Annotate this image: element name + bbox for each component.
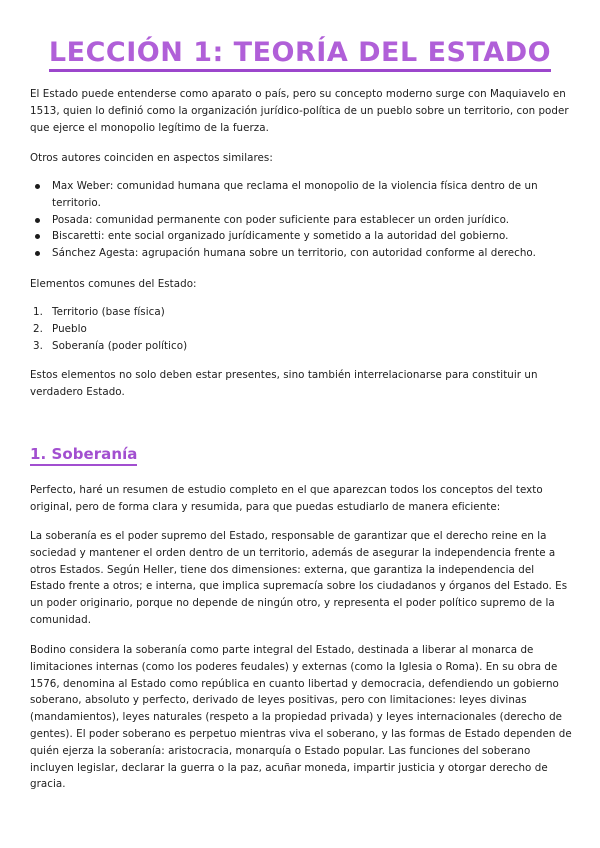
list-item <box>30 178 572 212</box>
author-text: Sánchez Agesta: agrupación humana sobre un territorio, con autoridad conforme al derecho. <box>52 247 536 260</box>
list-item <box>30 338 572 355</box>
list-item <box>30 321 572 338</box>
list-item <box>30 304 572 321</box>
list-item <box>30 228 572 245</box>
author-text: Biscaretti: ente social organizado jurídicamente y sometido a la autoridad del gobierno. <box>52 230 509 243</box>
element-text: Territorio (base física) <box>52 306 165 318</box>
soberania-definition-paragraph: La soberanía es el poder supremo del Estado, responsable de garantizar que el derecho reine en la sociedad y mantener el orden dentro de un territorio, además de asegurar la independencia frente a otros Estados. Según Heller, tiene dos dimensiones: externa, que garantiza la independencia del Estado frente a otros; e interna, que implica supremacía sobre los ciudadanos y órganos del Estado. Es un poder originario, porque no depende de ningún otro, y representa el poder político supremo de la comunidad. <box>30 530 568 626</box>
page-title-text: LECCIÓN 1: TEORÍA DEL ESTADO <box>49 37 551 72</box>
elements-list <box>30 304 572 354</box>
item-number: 2. <box>33 322 43 335</box>
author-text: Max Weber: comunidad humana que reclama el monopolio de la violencia física dentro de un territorio. <box>52 180 538 209</box>
section-heading <box>30 444 137 464</box>
bullet-icon <box>35 218 40 223</box>
elements-intro: Elementos comunes del Estado: <box>30 278 197 290</box>
bullet-icon <box>35 184 40 189</box>
element-text: Soberanía (poder político) <box>52 339 188 352</box>
authors-list <box>30 178 572 262</box>
list-item <box>30 245 572 262</box>
item-number: 1. <box>33 306 43 318</box>
authors-intro: Otros autores coinciden en aspectos similares: <box>30 152 273 164</box>
intro-paragraph: El Estado puede entenderse como aparato o país, pero su concepto moderno surge con Maquiavelo en 1513, quien lo definió como la organización jurídico-política de un pueblo sobre un territorio, con poder que ejerce el monopolio legítimo de la fuerza. <box>30 88 569 134</box>
section-heading-text: 1. Soberanía <box>30 445 137 466</box>
bullet-icon <box>35 234 40 239</box>
list-item <box>30 212 572 229</box>
element-text: Pueblo <box>52 322 87 335</box>
elements-note: Estos elementos no solo deben estar presentes, sino también interrelacionarse para constituir un verdadero Estado. <box>30 369 538 398</box>
bodino-paragraph: Bodino considera la soberanía como parte integral del Estado, destinada a liberar al monarca de limitaciones internas (como los poderes feudales) y externas (como la Iglesia o Roma). En su obra de 1576, denomina al Estado como república en cuanto libertad y democracia, defendiendo un gobierno soberano, absoluto y perfecto, derivado de leyes positivas, pero con limitaciones: leyes divinas (mandamientos), leyes naturales (respeto a la propiedad privada) y leyes internacionales (derecho de gentes). El poder soberano es perpetuo mientras viva el soberano, y las formas de Estado dependen de quién ejerza la soberanía: aristocracia, monarquía o Estado popular. Las funciones del soberano incluyen legislar, declarar la guerra o la paz, acuñar moneda, impartir justicia y otorgar derecho de gracia. <box>30 644 572 791</box>
section-intro-paragraph: Perfecto, haré un resumen de estudio completo en el que aparezcan todos los conceptos del texto original, pero de forma clara y resumida, para que puedas estudiarlo de manera eficiente: <box>30 484 543 513</box>
bullet-icon <box>35 251 40 256</box>
item-number: 3. <box>33 339 43 352</box>
author-text: Posada: comunidad permanente con poder suficiente para establecer un orden jurídico. <box>52 213 510 226</box>
page-title <box>0 36 600 70</box>
